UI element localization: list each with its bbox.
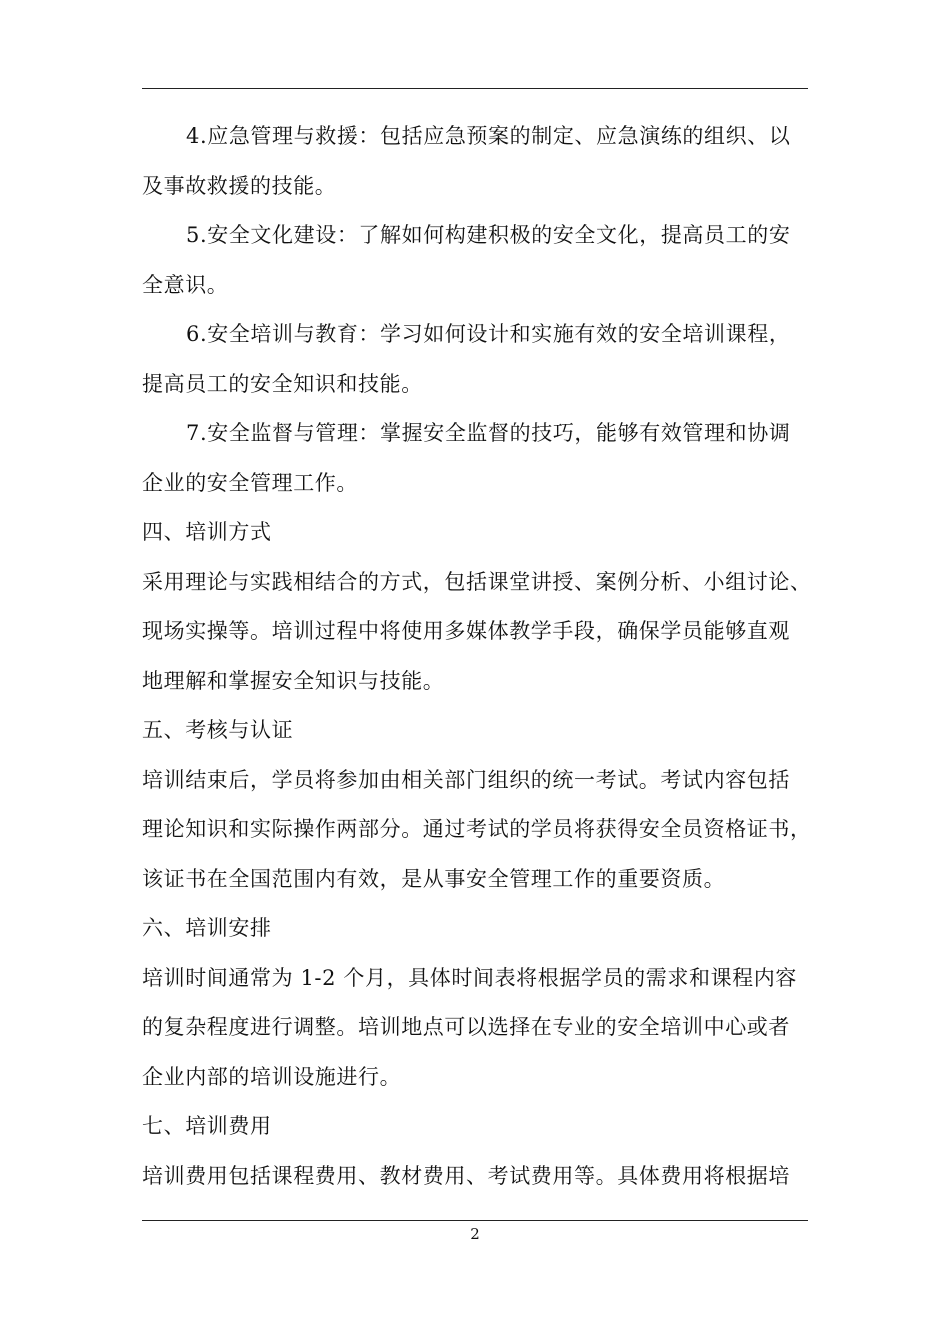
list-item-7	[142, 409, 812, 508]
text-line: 培训时间通常为 1-2 个月，具体时间表将根据学员的需求和课程内容	[142, 965, 797, 990]
text-line: 提高员工的安全知识和技能。	[142, 371, 423, 396]
section-heading-assessment	[142, 706, 812, 756]
text-line: 企业内部的培训设施进行。	[142, 1064, 402, 1089]
text-line: 全意识。	[142, 272, 229, 297]
section-body-schedule	[142, 954, 812, 1103]
text-line: 采用理论与实践相结合的方式，包括课堂讲授、案例分析、小组讨论、	[142, 569, 812, 594]
heading-text: 四、培训方式	[142, 520, 272, 544]
heading-text: 六、培训安排	[142, 916, 272, 940]
text-line: 4.应急管理与救援：包括应急预案的制定、应急演练的组织、以	[186, 124, 791, 148]
list-item-5	[142, 211, 812, 310]
text-line: 理论知识和实际操作两部分。通过考试的学员将获得安全员资格证书，	[142, 817, 812, 841]
page-number: 2	[470, 1225, 480, 1243]
text-line: 培训结束后，学员将参加由相关部门组织的统一考试。考试内容包括	[142, 767, 790, 792]
text-line: 现场实操等。培训过程中将使用多媒体教学手段，确保学员能够直观	[142, 619, 790, 643]
header-rule	[142, 88, 808, 89]
text-line: 6.安全培训与教育：学习如何设计和实施有效的安全培训课程，	[186, 322, 791, 346]
page-body	[142, 112, 812, 1201]
text-line: 7.安全监督与管理：掌握安全监督的技巧，能够有效管理和协调	[186, 421, 791, 445]
section-body-training-method	[142, 558, 812, 707]
text-line: 及事故救援的技能。	[142, 173, 337, 198]
list-item-6	[142, 310, 812, 409]
section-body-assessment	[142, 756, 812, 905]
text-line: 的复杂程度进行调整。培训地点可以选择在专业的安全培训中心或者	[142, 1015, 790, 1039]
list-item-4	[142, 112, 812, 211]
section-heading-training-method	[142, 508, 812, 558]
heading-text: 五、考核与认证	[142, 718, 294, 742]
heading-text: 七、培训费用	[142, 1114, 272, 1138]
section-heading-fees	[142, 1102, 812, 1152]
text-line: 地理解和掌握安全知识与技能。	[142, 668, 445, 693]
section-heading-schedule	[142, 904, 812, 954]
footer-rule	[142, 1220, 808, 1221]
section-body-fees	[142, 1152, 812, 1202]
text-line: 5.安全文化建设：了解如何构建积极的安全文化，提高员工的安	[186, 223, 791, 247]
text-line: 培训费用包括课程费用、教材费用、考试费用等。具体费用将根据培	[142, 1163, 790, 1188]
text-line: 企业的安全管理工作。	[142, 470, 358, 495]
text-line: 该证书在全国范围内有效，是从事安全管理工作的重要资质。	[142, 866, 726, 891]
